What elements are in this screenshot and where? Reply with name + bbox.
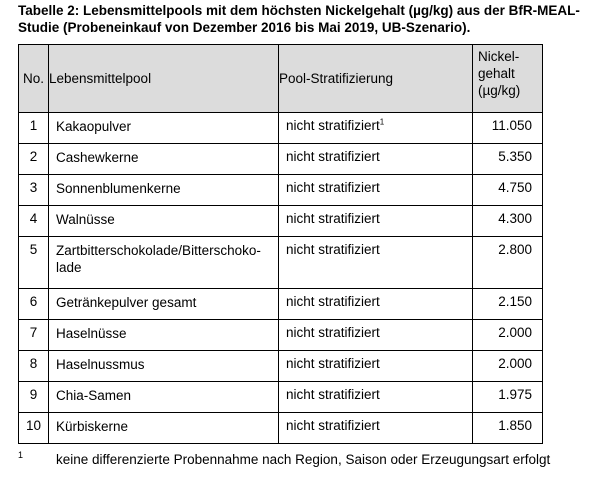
cell-stratification: nicht stratifiziert	[279, 175, 473, 206]
cell-nickel: 1.975	[473, 382, 543, 413]
cell-nr: 8	[19, 351, 49, 382]
table-row	[19, 289, 543, 320]
cell-stratification: nicht stratifiziert	[279, 351, 473, 382]
footnote-text: keine differenzierte Probennahme nach Region, Saison oder Erzeugungsart erfolgt	[56, 452, 551, 467]
table-caption: Tabelle 2: Lebensmittelpools mit dem höchsten Nickelgehalt (µg/kg) aus der BfR-MEAL-Studie (Probeneinkauf von Dezember 2016 bis Mai 2019, UB-Szenario).	[18, 3, 580, 35]
table-row	[19, 351, 543, 382]
cell-nickel: 11.050	[473, 113, 543, 144]
cell-nr: 10	[19, 413, 49, 444]
footnote-marker: 1	[379, 117, 385, 127]
cell-stratification: nicht stratifiziert	[279, 206, 473, 237]
cell-stratification: nicht stratifiziert	[279, 289, 473, 320]
cell-nickel: 2.150	[473, 289, 543, 320]
cell-nickel: 4.300	[473, 206, 543, 237]
header-pool: Lebensmittelpool	[49, 45, 279, 113]
cell-nickel: 2.800	[473, 237, 543, 289]
cell-stratification: nicht stratifiziert	[279, 237, 473, 289]
cell-pool: Chia-Samen	[49, 382, 279, 413]
table-row	[19, 237, 543, 289]
cell-stratification: nicht stratifiziert	[279, 320, 473, 351]
cell-nr: 4	[19, 206, 49, 237]
table-row	[19, 144, 543, 175]
cell-pool: Kakaopulver	[49, 113, 279, 144]
cell-pool: Kürbiskerne	[49, 413, 279, 444]
cell-pool: Haselnüsse	[49, 320, 279, 351]
cell-pool: Haselnussmus	[49, 351, 279, 382]
cell-pool-line2: lade	[56, 260, 82, 275]
header-nickel	[473, 45, 543, 113]
cell-stratification	[279, 113, 473, 144]
cell-nr: 3	[19, 175, 49, 206]
header-nickel-line2: gehalt	[478, 66, 515, 81]
cell-nickel: 5.350	[473, 144, 543, 175]
header-nickel-line3: (µg/kg)	[478, 83, 521, 98]
header-nr: No.	[19, 45, 49, 113]
cell-nickel: 2.000	[473, 351, 543, 382]
cell-pool: Walnüsse	[49, 206, 279, 237]
footnote-number: 1	[18, 450, 24, 460]
cell-nickel: 4.750	[473, 175, 543, 206]
header-stratification: Pool-Stratifizierung	[279, 45, 473, 113]
cell-pool-line1: Zartbitterschokolade/Bitterschoko-	[56, 243, 261, 258]
table-header-row	[19, 45, 543, 113]
table-row	[19, 382, 543, 413]
table-row	[19, 413, 543, 444]
cell-nickel: 1.850	[473, 413, 543, 444]
cell-stratification: nicht stratifiziert	[279, 382, 473, 413]
cell-stratification: nicht stratifiziert	[279, 413, 473, 444]
cell-stratification: nicht stratifiziert	[279, 144, 473, 175]
cell-nr: 2	[19, 144, 49, 175]
cell-nr: 5	[19, 237, 49, 289]
table-row	[19, 175, 543, 206]
cell-pool: Sonnenblumenkerne	[49, 175, 279, 206]
cell-pool	[49, 237, 279, 289]
cell-pool: Getränkepulver gesamt	[49, 289, 279, 320]
table-row	[19, 206, 543, 237]
cell-nr: 9	[19, 382, 49, 413]
cell-nr: 6	[19, 289, 49, 320]
stratification-text: nicht stratifiziert	[286, 118, 380, 133]
cell-nr: 1	[19, 113, 49, 144]
cell-nr: 7	[19, 320, 49, 351]
table-row	[19, 320, 543, 351]
cell-nickel: 2.000	[473, 320, 543, 351]
table-row	[19, 113, 543, 144]
header-nickel-line1: Nickel-	[478, 49, 520, 64]
nickel-table	[18, 44, 543, 444]
cell-pool: Cashewkerne	[49, 144, 279, 175]
